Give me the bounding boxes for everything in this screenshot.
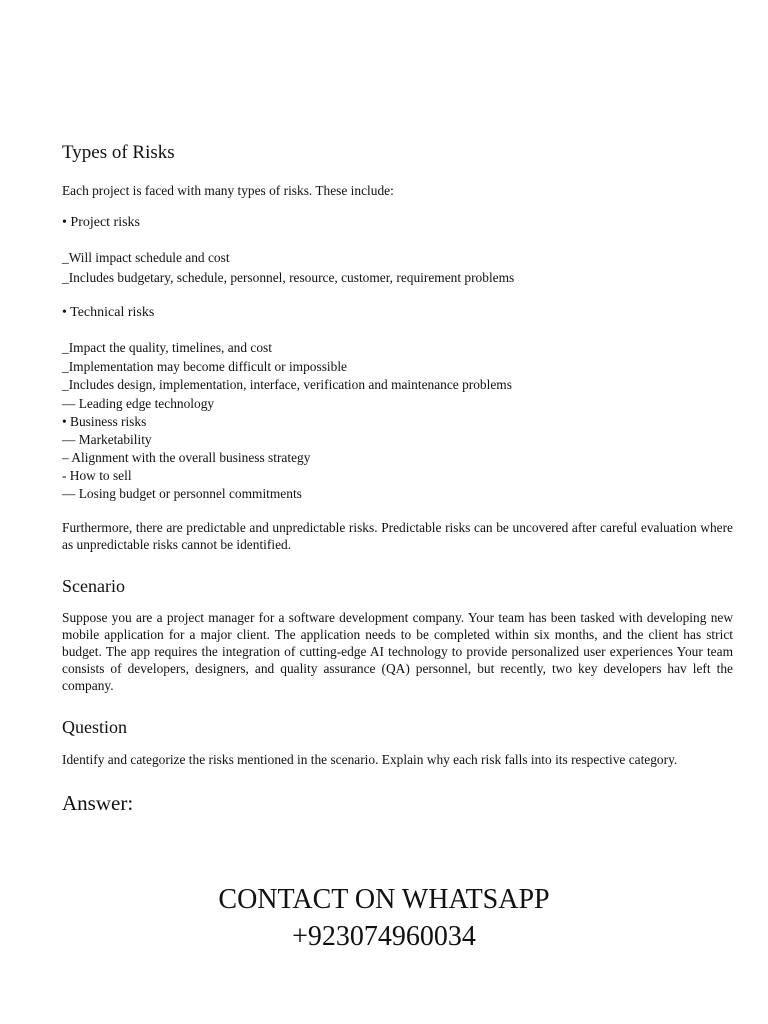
intro-paragraph: Each project is faced with many types of risks. These include:: [62, 183, 394, 198]
contact-line: CONTACT ON WHATSAPP: [218, 884, 550, 915]
question-paragraph: Identify and categorize the risks mentioned in the scenario. Explain why each risk falls into its respective category.: [62, 752, 678, 767]
furthermore-paragraph: Furthermore, there are predictable and unpredictable risks. Predictable risks can be uncovered after careful evaluation where as unpredictable risks cannot be identified.: [62, 520, 733, 552]
technical-risk-item: _Implementation may become difficult or impossible: [62, 359, 347, 374]
bullet-project-risks: • Project risks: [62, 215, 141, 230]
heading-scenario: Scenario: [62, 576, 125, 596]
technical-risk-item: — Marketability: [62, 432, 152, 447]
heading-types-of-risks: Types of Risks: [62, 142, 175, 163]
project-risk-item: _Includes budgetary, schedule, personnel, resource, customer, requirement problems: [62, 270, 515, 285]
bullet-technical-risks: • Technical risks: [62, 305, 155, 320]
technical-risk-item: — Leading edge technology: [62, 396, 215, 411]
technical-risk-item: • Business risks: [62, 414, 147, 429]
answer-label: Answer:: [62, 791, 134, 815]
project-risk-item: _Will impact schedule and cost: [62, 250, 230, 265]
scenario-paragraph: Suppose you are a project manager for a software development company. Your team has been tasked with developing new mobile application for a major client. The application needs to be completed within six months, and the client has strict budget. The app requires the integration of cutting-edge AI technology to provide personalized user experiences Your team consists of developers, designers, and quality assurance (QA) personnel, but recently, two key developers hav left the company.: [62, 610, 733, 693]
technical-risk-item: _Includes design, implementation, interface, verification and maintenance problems: [62, 377, 512, 392]
technical-risk-item: — Losing budget or personnel commitments: [62, 486, 302, 501]
technical-risk-item: _Impact the quality, timelines, and cost: [62, 340, 272, 355]
technical-risk-item: – Alignment with the overall business strategy: [62, 450, 311, 465]
heading-question: Question: [62, 717, 127, 737]
contact-phone: +923074960034: [292, 921, 476, 952]
technical-risk-item: - How to sell: [62, 468, 132, 483]
